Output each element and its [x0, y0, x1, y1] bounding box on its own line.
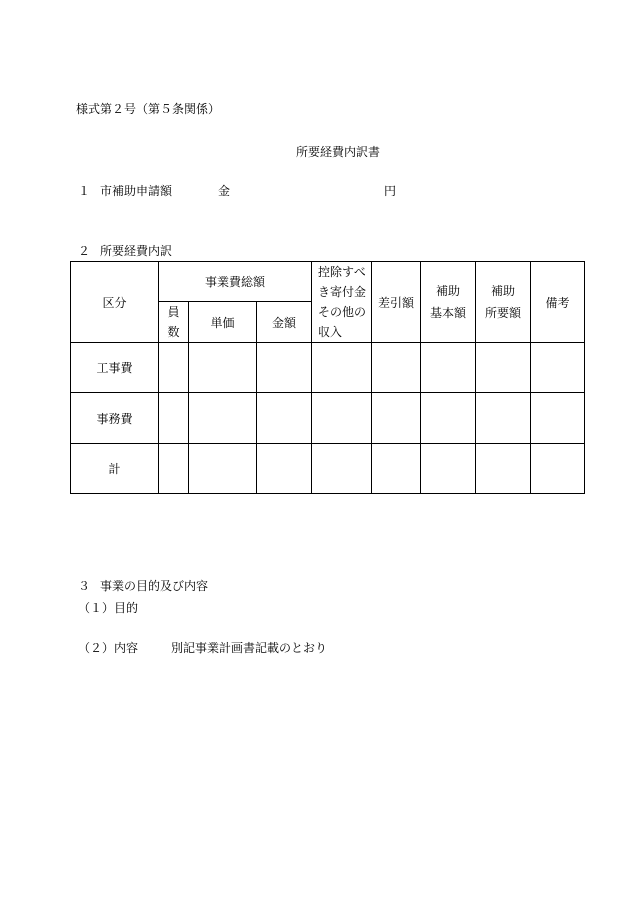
header-count-line1: 員: [167, 305, 180, 319]
header-amount: 金額: [257, 302, 312, 343]
table-cell: [421, 444, 476, 494]
table-cell: [257, 393, 312, 444]
table-cell: [189, 343, 257, 393]
table-cell: [159, 343, 189, 393]
row-label-total: 計: [71, 444, 159, 494]
section3-label: 事業の目的及び内容: [100, 579, 209, 593]
table-row: [71, 343, 585, 393]
header-subsidy-required: [476, 262, 531, 343]
table-cell: [159, 393, 189, 444]
header-deduction-line4: 収入: [318, 325, 343, 339]
table-header-row: [71, 262, 585, 302]
header-deduction-line2: き寄付金: [318, 285, 367, 299]
form-number: 様式第２号（第５条関係）: [76, 102, 221, 116]
document-title: 所要経費内訳書: [295, 145, 380, 159]
table-cell: [257, 343, 312, 393]
section3-number: ３: [78, 579, 91, 593]
header-count-line2: 数: [167, 325, 180, 339]
table-cell: [159, 444, 189, 494]
header-count: [159, 302, 189, 343]
header-deduction-line1: 控除すべ: [318, 265, 366, 279]
table-cell: [531, 343, 585, 393]
expense-breakdown-table: [70, 261, 585, 494]
table-cell: [312, 444, 372, 494]
header-subsidy-base: [421, 262, 476, 343]
header-subsidy-base-line2: 基本額: [430, 306, 467, 320]
section1-label: 市補助申請額: [100, 184, 173, 198]
header-subsidy-required-line1: 補助: [491, 284, 516, 298]
table-cell: [257, 444, 312, 494]
section1-number: １: [78, 184, 91, 198]
table-cell: [531, 393, 585, 444]
header-total-cost: 事業費総額: [159, 262, 312, 302]
table-cell: [372, 444, 421, 494]
header-difference: 差引額: [372, 262, 421, 343]
table-cell: [312, 393, 372, 444]
header-unit-price: 単価: [189, 302, 257, 343]
table-cell: [372, 393, 421, 444]
header-category: 区分: [71, 262, 159, 343]
header-deduction: [312, 262, 372, 343]
section2-number: ２: [78, 244, 91, 258]
header-subsidy-required-line2: 所要額: [485, 306, 522, 320]
table-cell: [476, 393, 531, 444]
table-cell: [189, 393, 257, 444]
section3-item1-purpose: （１）目的: [78, 601, 139, 615]
section3-item2-value: 別記事業計画書記載のとおり: [171, 641, 328, 655]
header-deduction-line3: その他の: [318, 305, 367, 319]
table-cell: [421, 393, 476, 444]
table-cell: [421, 343, 476, 393]
table-cell: [372, 343, 421, 393]
row-label-office: 事務費: [71, 393, 159, 444]
header-remarks: 備考: [531, 262, 585, 343]
row-label-construction: 工事費: [71, 343, 159, 393]
table-cell: [476, 343, 531, 393]
table-row: [71, 393, 585, 444]
table-cell: [476, 444, 531, 494]
table-cell: [189, 444, 257, 494]
table-cell: [312, 343, 372, 393]
section2-label: 所要経費内訳: [100, 244, 173, 258]
table-row: [71, 444, 585, 494]
section1-kin: 金: [218, 184, 231, 198]
section1-yen: 円: [384, 184, 397, 198]
header-subsidy-base-line1: 補助: [436, 284, 461, 298]
table-cell: [531, 444, 585, 494]
section3-item2-content: （２）内容: [78, 641, 139, 655]
